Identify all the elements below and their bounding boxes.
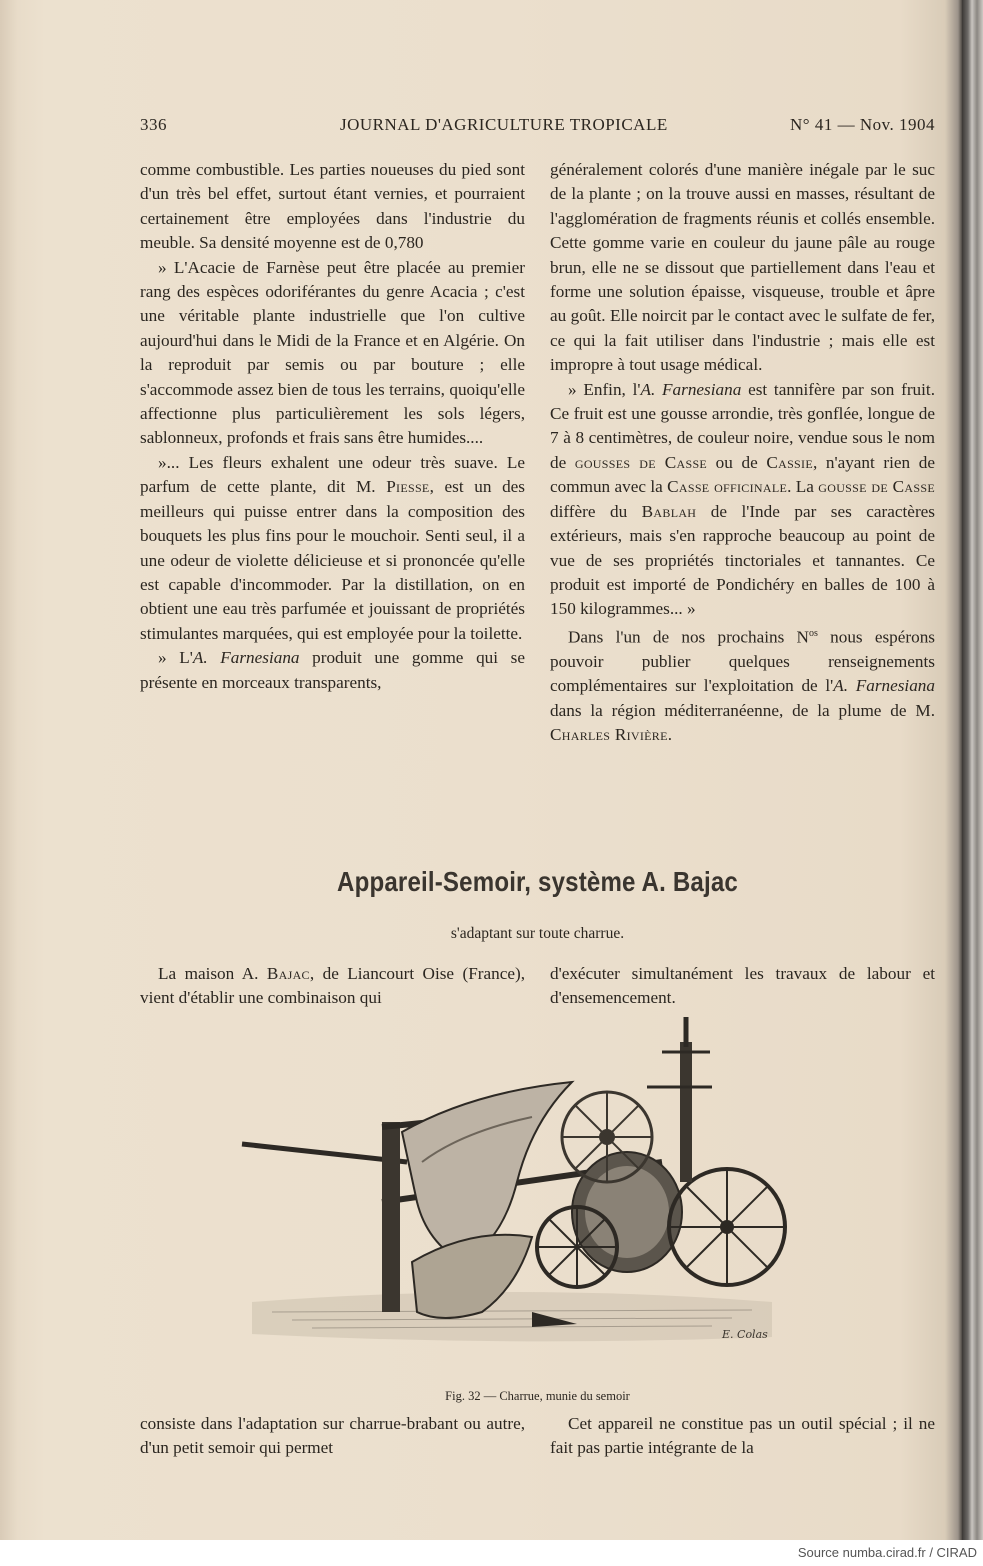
bottom-right-column	[550, 1412, 935, 1460]
right-column	[550, 158, 935, 747]
intro-right-text: d'exécuter simultanément les travaux de labour et d'ensemencement.	[550, 964, 935, 1007]
species-name: A. Farnesiana	[192, 648, 300, 668]
plough-seeder-illustration	[232, 1012, 792, 1357]
running-head	[140, 115, 935, 139]
issue-number: N° 41 — Nov. 1904	[790, 115, 935, 134]
left-paragraph-3: »... Les fleurs exhalent une odeur très suave. Le parfum de cette plante, dit M. Piesse, est un des meilleurs qui puisse entrer dans la composition des bouquets les plus fins pour le mouchoir. Senti seul, il a une odeur de violette délicieuse et si prononcée qu'elle est capable d'incommoder. Par la distillation, on en obtient une eau très parfumée et jouissant de propriétés stimulantes marquées, qui est employée pour la toilette.	[140, 452, 525, 643]
article-subtitle: s'adaptant sur toute charrue.	[450, 925, 625, 942]
intro-left-column	[140, 962, 525, 1010]
page-number: 336	[140, 115, 167, 134]
author-name-piesse: Piesse	[386, 477, 430, 497]
journal-title: JOURNAL D'AGRICULTURE TROPICALE	[340, 115, 668, 134]
source-credit[interactable]: Source numba.cirad.fr / CIRAD	[797, 1545, 977, 1560]
article-title: Appareil-Semoir, système A. Bajac	[337, 866, 738, 897]
book-spine-edge	[962, 0, 983, 1540]
left-paragraph-4: » L'A. Farnesiana produit une gomme qui se présente en morceaux transparents,	[140, 648, 525, 692]
bottom-left-text: consiste dans l'adaptation sur charrue-brabant ou autre, d'un petit semoir qui permet	[140, 1414, 525, 1457]
left-column	[140, 158, 525, 695]
engraver-signature: E. Colas	[722, 1328, 768, 1341]
right-paragraph-3: Dans l'un de nos prochains $N^{os}$ nous espérons pouvoir publier quelques renseignements complémentaires sur l'exploitation de l'A. Farnesiana dans la région méditerranéenne, de la plume de M. Charles Rivière.	[550, 627, 935, 745]
left-paragraph-2: » L'Acacie de Farnèse peut être placée au premier rang des espèces odoriférantes du genre Acacia ; c'est une véritable plante industrielle que l'on cultive aujourd'hui dans le Midi de la France et en Algérie. On la reproduit par semis ou par bouture ; elle s'accommode assez bien de tous les terrains, quoiqu'elle affectionne plus particulièrement les sols légers, sablonneux, profonds et frais sans être humides....	[140, 257, 525, 448]
species-name: A. Farnesiana	[833, 676, 935, 696]
right-paragraph-1: généralement colorés d'une manière inégale par le suc de la plante ; on la trouve aussi en masses, résultant de l'agglomération de fragments réunis et collés ensemble. Cette gomme varie en couleur du jaune pâle au rouge brun, elle ne se dissout que partiellement dans l'eau et forme une solution épaisse, visqueuse, trouble et âpre au goût. Elle noircit par le contact avec le sulfate de fer, ce qui la fait utiliser dans l'industrie ; mais elle est impropre à tout usage médical.	[550, 160, 935, 375]
intro-right-column	[550, 962, 935, 1010]
bottom-right-text: Cet appareil ne constitue pas un outil spécial ; il ne fait pas partie intégrante de la	[550, 1414, 935, 1457]
figure-caption: Fig. 32 — Charrue, munie du semoir	[445, 1389, 630, 1403]
bottom-left-column	[140, 1412, 525, 1460]
author-name-riviere: Charles Rivière	[550, 725, 668, 745]
species-name: A. Farnesiana	[640, 379, 742, 399]
intro-left-text: La maison A. Bajac, de Liancourt Oise (France), vient d'établir une combinaison qui	[140, 964, 526, 1007]
left-paragraph-1: comme combustible. Les parties noueuses du pied sont d'un très bel effet, surtout étant vernies, et pourraient certainement être employées dans l'industrie du meuble. Sa densité moyenne est de 0,780	[140, 160, 525, 253]
right-paragraph-2: » Enfin, l'A. Farnesiana est tannifère par son fruit. Ce fruit est une gousse arrondie, très gonflée, longue de 7 à 8 centimètres, de couleur noire, vendue sous le nom de gousses de Casse ou de Cassie, n'ayant rien de commun avec la Casse officinale. La gousse de Casse diffère du Bablah de l'Inde par ses caractères extérieurs, mais s'en rapproche beaucoup au point de vue de ses propriétés tinctoriales et tannantes. Ce produit est importé de Pondichéry en balles de 100 à 150 kilogrammes... »	[550, 379, 935, 619]
